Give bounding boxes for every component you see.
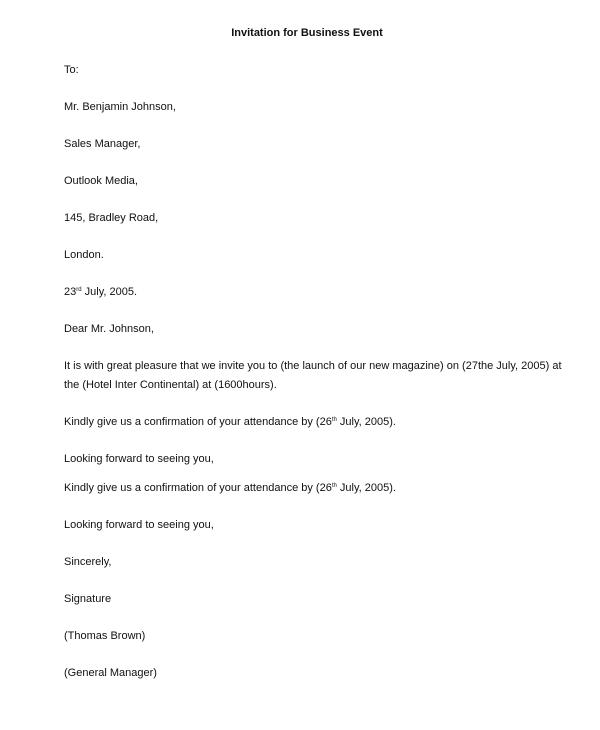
body-paragraph-line-1: It is with great pleasure that we invite you to (the launch of our new magazine) on (27the July, 2005) at bbox=[64, 360, 562, 372]
document-title: Invitation for Business Event bbox=[231, 27, 383, 39]
date-rest: July, 2005. bbox=[81, 286, 138, 298]
sign-off: Sincerely, bbox=[64, 556, 112, 568]
signature: Signature bbox=[64, 593, 112, 605]
recipient-name: Mr. Benjamin Johnson, bbox=[64, 101, 176, 113]
salutation: Dear Mr. Johnson, bbox=[64, 323, 154, 335]
signer-title: (General Manager) bbox=[64, 667, 157, 679]
date-ordinal: rd bbox=[76, 287, 82, 293]
recipient-position: Sales Manager, bbox=[64, 138, 141, 150]
to-label: To: bbox=[64, 64, 79, 76]
recipient-company: Outlook Media, bbox=[64, 175, 138, 187]
confirmation-1-ordinal: th bbox=[331, 417, 337, 423]
letter-date bbox=[64, 285, 564, 299]
confirmation-1-before: Kindly give us a confirmation of your attendance by (26 bbox=[64, 416, 332, 428]
confirmation-request-1 bbox=[64, 415, 564, 429]
recipient-street: 145, Bradley Road, bbox=[64, 212, 159, 224]
confirmation-2-before: Kindly give us a confirmation of your attendance by (26 bbox=[64, 482, 332, 494]
body-paragraph-line-2: the (Hotel Inter Continental) at (1600hours). bbox=[64, 379, 277, 391]
confirmation-2-after: July, 2005). bbox=[336, 482, 396, 494]
signer-name: (Thomas Brown) bbox=[64, 630, 146, 642]
recipient-city: London. bbox=[64, 249, 104, 261]
looking-forward-1: Looking forward to seeing you, bbox=[64, 453, 214, 465]
looking-forward-2: Looking forward to seeing you, bbox=[64, 519, 214, 531]
confirmation-1-after: July, 2005). bbox=[336, 416, 396, 428]
confirmation-2-ordinal: th bbox=[331, 483, 337, 489]
date-day: 23 bbox=[64, 286, 77, 298]
confirmation-request-2 bbox=[64, 481, 564, 495]
